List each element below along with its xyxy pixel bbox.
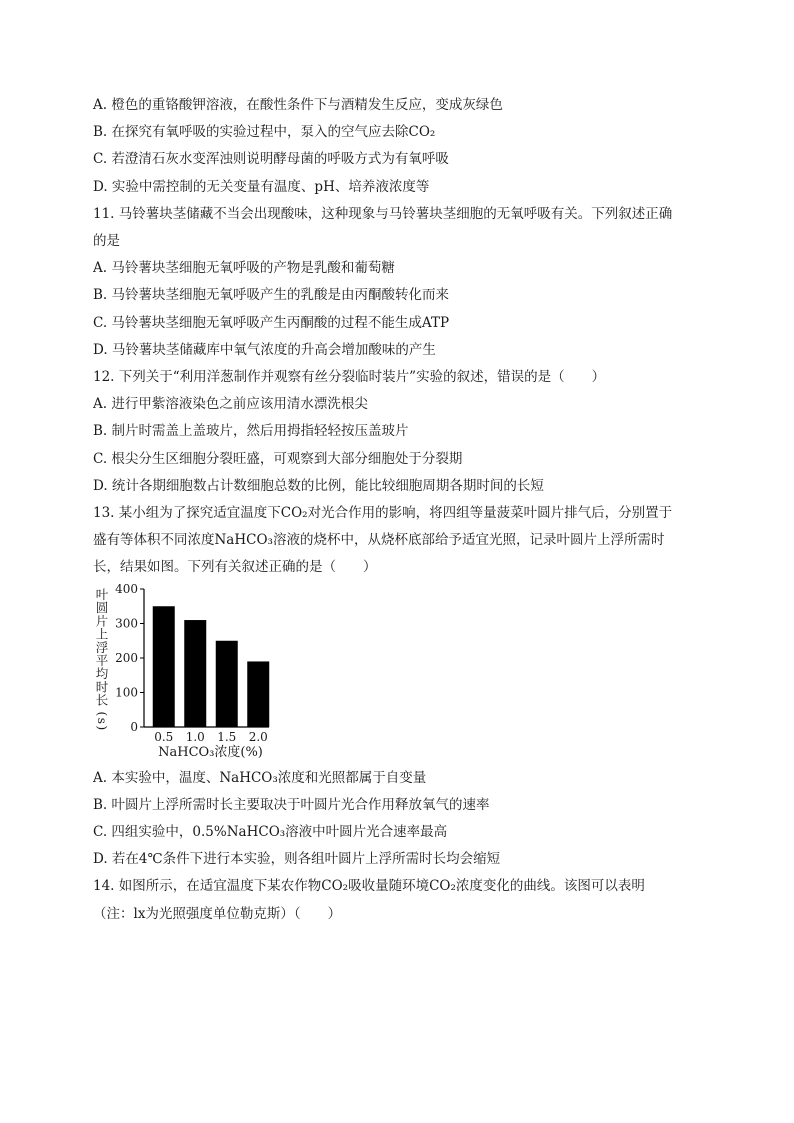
y-tick-label: 0 <box>130 719 138 734</box>
x-tick-label: 1.0 <box>185 729 205 744</box>
y-axis-label-char: 长 <box>95 692 109 708</box>
q13-stem-line1: 13. 某小组为了探究适宜温度下CO₂对光合作用的影响，将四组等量菠菜叶圆片排气后，分别置于 <box>93 505 673 522</box>
bar-1.0 <box>184 620 206 727</box>
q11-option-b: B. 马铃薯块茎细胞无氧呼吸产生的乳酸是由丙酮酸转化而来 <box>93 287 450 304</box>
y-axis-label-char: 圆 <box>95 599 109 615</box>
q11-stem-line1: 11. 马铃薯块茎储藏不当会出现酸味，这种现象与马铃薯块茎细胞的无氧呼吸有关。下列叙述正确 <box>93 205 673 222</box>
x-tick-label: 0.5 <box>154 729 174 744</box>
q13-option-c: C. 四组实验中，0.5%NaHCO₃溶液中叶圆片光合速率最高 <box>93 824 448 841</box>
q11-stem-line2: 的是 <box>93 233 120 250</box>
bar-2.0 <box>247 661 269 727</box>
y-axis-label-char: 均 <box>95 665 109 681</box>
x-tick-label: 2.0 <box>248 729 268 744</box>
q12-option-a: A. 进行甲紫溶液染色之前应该用清水漂洗根尖 <box>93 396 368 413</box>
y-ticks <box>115 584 144 734</box>
y-axis-label <box>95 587 110 730</box>
bar-0.5 <box>153 606 175 727</box>
q13-bar-chart <box>93 584 293 759</box>
q12-option-b: B. 制片时需盖上盖玻片，然后用拇指轻轻按压盖玻片 <box>93 423 409 440</box>
y-axis-label-char: 叶 <box>95 586 109 602</box>
q13-option-a: A. 本实验中，温度、NaHCO₃浓度和光照都属于自变量 <box>93 769 427 786</box>
q10-option-a: A. 橙色的重铬酸钾溶液，在酸性条件下与酒精发生反应，变成灰绿色 <box>93 97 503 113</box>
y-axis-label-char: s <box>95 717 110 724</box>
y-axis-label-char: ( <box>95 711 110 716</box>
y-axis-label-char: ) <box>95 725 110 730</box>
bar-chart-svg <box>93 584 293 759</box>
y-axis-label-char: 浮 <box>95 639 109 655</box>
q10-option-b: B. 在探究有氧呼吸的实验过程中，泵入的空气应去除CO₂ <box>93 124 436 141</box>
q13-option-d: D. 若在4℃条件下进行本实验，则各组叶圆片上浮所需时长均会缩短 <box>93 851 501 868</box>
q12-option-c: C. 根尖分生区细胞分裂旺盛，可观察到大部分细胞处于分裂期 <box>93 450 463 467</box>
y-axis-label-char: 片 <box>95 613 109 629</box>
q13-stem-line2: 盛有等体积不同浓度NaHCO₃溶液的烧杯中，从烧杯底部给予适宜光照，记录叶圆片上浮所需时 <box>93 532 665 549</box>
y-tick-label: 300 <box>115 616 138 631</box>
y-axis-label-char: 平 <box>95 652 109 668</box>
q11-option-a: A. 马铃薯块茎细胞无氧呼吸的产物是乳酸和葡萄糖 <box>93 260 395 277</box>
x-axis-label: NaHCO₃浓度(%) <box>158 744 263 759</box>
q14-stem-line1: 14. 如图所示，在适宜温度下某农作物CO₂吸收量随环境CO₂浓度变化的曲线。该图可以表明 <box>93 878 645 895</box>
q13-option-b: B. 叶圆片上浮所需时长主要取决于叶圆片光合作用释放氧气的速率 <box>93 796 490 813</box>
y-tick-label: 400 <box>115 583 138 596</box>
q14-stem-line2: （注：lx为光照强度单位勒克斯）（ ） <box>93 905 342 922</box>
q12-stem: 12. 下列关于“利用洋葱制作并观察有丝分裂临时装片”实验的叙述，错误的是（ ） <box>93 369 606 386</box>
bar-1.5 <box>216 640 238 726</box>
exam-page <box>93 92 713 928</box>
bars <box>153 606 270 727</box>
y-tick-label: 100 <box>115 685 138 700</box>
q10-option-d: D. 实验中需控制的无关变量有温度、pH、培养液浓度等 <box>93 178 430 195</box>
x-tick-label: 1.5 <box>217 729 237 744</box>
q12-option-d: D. 统计各期细胞数占计数细胞总数的比例，能比较细胞周期各期时间的长短 <box>93 477 544 494</box>
q10-option-c: C. 若澄清石灰水变浑浊则说明酵母菌的呼吸方式为有氧呼吸 <box>93 151 449 168</box>
q11-option-c: C. 马铃薯块茎细胞无氧呼吸产生丙酮酸的过程不能生成ATP <box>93 314 450 331</box>
y-tick-label: 200 <box>115 650 138 665</box>
y-axis-label-char: 时 <box>95 679 109 695</box>
y-axis-label-char: 上 <box>95 626 109 642</box>
x-ticks <box>154 730 268 744</box>
q13-stem-line3: 长，结果如图。下列有关叙述正确的是（ ） <box>93 559 377 576</box>
q11-option-d: D. 马铃薯块茎储藏库中氧气浓度的升高会增加酸味的产生 <box>93 341 436 358</box>
